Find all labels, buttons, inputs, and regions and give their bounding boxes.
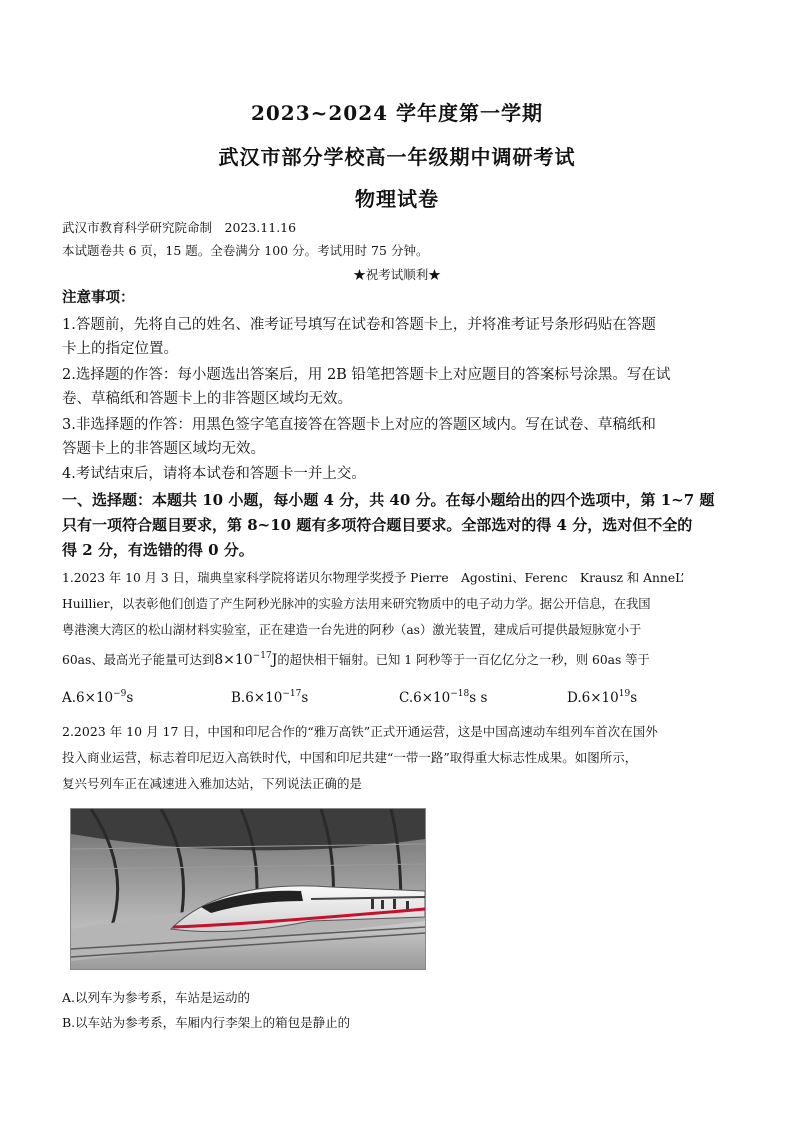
q2-option-b[interactable]: B.以车站为参考系，车厢内行李架上的箱包是静止的 (62, 1015, 351, 1030)
option-unit: s (126, 690, 134, 706)
exam-name-title: 武汉市部分学校高一年级期中调研考试 (218, 145, 576, 169)
option-base: 6×10 (245, 690, 283, 706)
option-unit: s (630, 690, 638, 706)
good-luck-line: ★祝考试顺利★ (353, 267, 441, 282)
note-item-2b: 卷、草稿纸和答题卡上的非答题区域均无效。 (62, 391, 352, 407)
q1-option-d[interactable] (567, 690, 637, 706)
q1-line2: Huillier，以表彰他们创造了产生阿秒光脉冲的实验方法用来研究物质中的电子动力学。据公开信息，在我国 (62, 597, 651, 611)
q1-option-b[interactable] (231, 690, 308, 706)
train-station-photo (70, 808, 426, 970)
section1-line2: 只有一项符合题目要求，第 8~10 题有多项符合题目要求。全部选对的得 4 分，选对但不全的 (62, 516, 693, 534)
exam-info-line: 本试题卷共 6 页，15 题。全卷满分 100 分。考试用时 75 分钟。 (62, 243, 429, 258)
q2-line2: 投入商业运营，标志着印尼迈入高铁时代，中国和印尼共建“一带一路”取得重大标志性成果。如图所示， (62, 750, 638, 765)
option-exponent: 19 (618, 689, 631, 699)
q1-energy-value: 8×10 (214, 652, 253, 668)
note-item-3b: 答题卡上的非答题区域均无效。 (62, 441, 265, 457)
q1-line3: 粤港澳大湾区的松山湖材料实验室，正在建造一台先进的阿秒（as）激光装置，建成后可提供最短脉宽小于 (62, 623, 642, 637)
q1-energy-exponent: −17 (252, 651, 272, 661)
section1-line3: 得 2 分，有选错的得 0 分。 (62, 541, 254, 559)
q1-energy-unit: J (271, 652, 278, 668)
option-base: 6×10 (413, 690, 451, 706)
option-unit: s s (469, 690, 488, 706)
note-item-1a: 1.答题前，先将自己的姓名、准考证号填写在试卷和答题卡上，并将准考证号条形码贴在答题 (62, 317, 656, 333)
q2-line1: 2.2023 年 10 月 17 日，中国和印尼合作的“雅万高铁”正式开通运营，这是中国高速动车组列车首次在国外 (62, 724, 658, 739)
note-item-3a: 3.非选择题的作答：用黑色签字笔直接答在答题卡上对应的答题区域内。写在试卷、草稿纸和 (62, 417, 656, 433)
option-label: D. (567, 690, 582, 706)
q2-line3: 复兴号列车正在减速进入雅加达站，下列说法正确的是 (62, 776, 363, 791)
note-item-4: 4.考试结束后，请将本试卷和答题卡一并上交。 (62, 466, 366, 482)
q1-option-c[interactable] (399, 690, 487, 706)
q1-line4-prefix: 60as、最高光子能量可达到 (62, 653, 215, 667)
notes-heading: 注意事项： (62, 289, 135, 306)
q1-line4 (62, 650, 650, 668)
note-item-1b: 卡上的指定位置。 (62, 341, 178, 357)
exam-year-title: 2023~2024 学年度第一学期 (250, 101, 544, 125)
option-exponent: −9 (113, 689, 127, 699)
q2-option-a[interactable]: A.以列车为参考系，车站是运动的 (62, 990, 251, 1005)
q1-line1: 1.2023 年 10 月 3 日，瑞典皇家科学院将诺贝尔物理学奖授予 Pierre Agostini、Ferenc Krausz 和 AnneL’ (62, 571, 685, 585)
subject-title: 物理试卷 (355, 187, 439, 211)
section1-line1: 一、选择题：本题共 10 小题，每小题 4 分，共 40 分。在每小题给出的四个选项中，第 1~7 题 (62, 491, 715, 509)
q1-option-a[interactable] (62, 690, 133, 706)
note-item-2a: 2.选择题的作答：每小题选出答案后，用 2B 铅笔把答题卡上对应题目的答案标号涂黑。写在试 (62, 367, 671, 383)
author-line: 武汉市教育科学研究院命制 2023.11.16 (62, 220, 297, 235)
option-base: 6×10 (76, 690, 114, 706)
option-exponent: −18 (450, 689, 470, 699)
option-label: A. (62, 690, 77, 706)
option-unit: s (301, 690, 309, 706)
option-base: 6×10 (581, 690, 619, 706)
q1-line4-suffix: 的超快相干辐射。已知 1 阿秒等于一百亿亿分之一秒，则 60as 等于 (277, 653, 650, 667)
option-label: B. (231, 690, 246, 706)
option-exponent: −17 (282, 689, 302, 699)
option-label: C. (399, 690, 414, 706)
